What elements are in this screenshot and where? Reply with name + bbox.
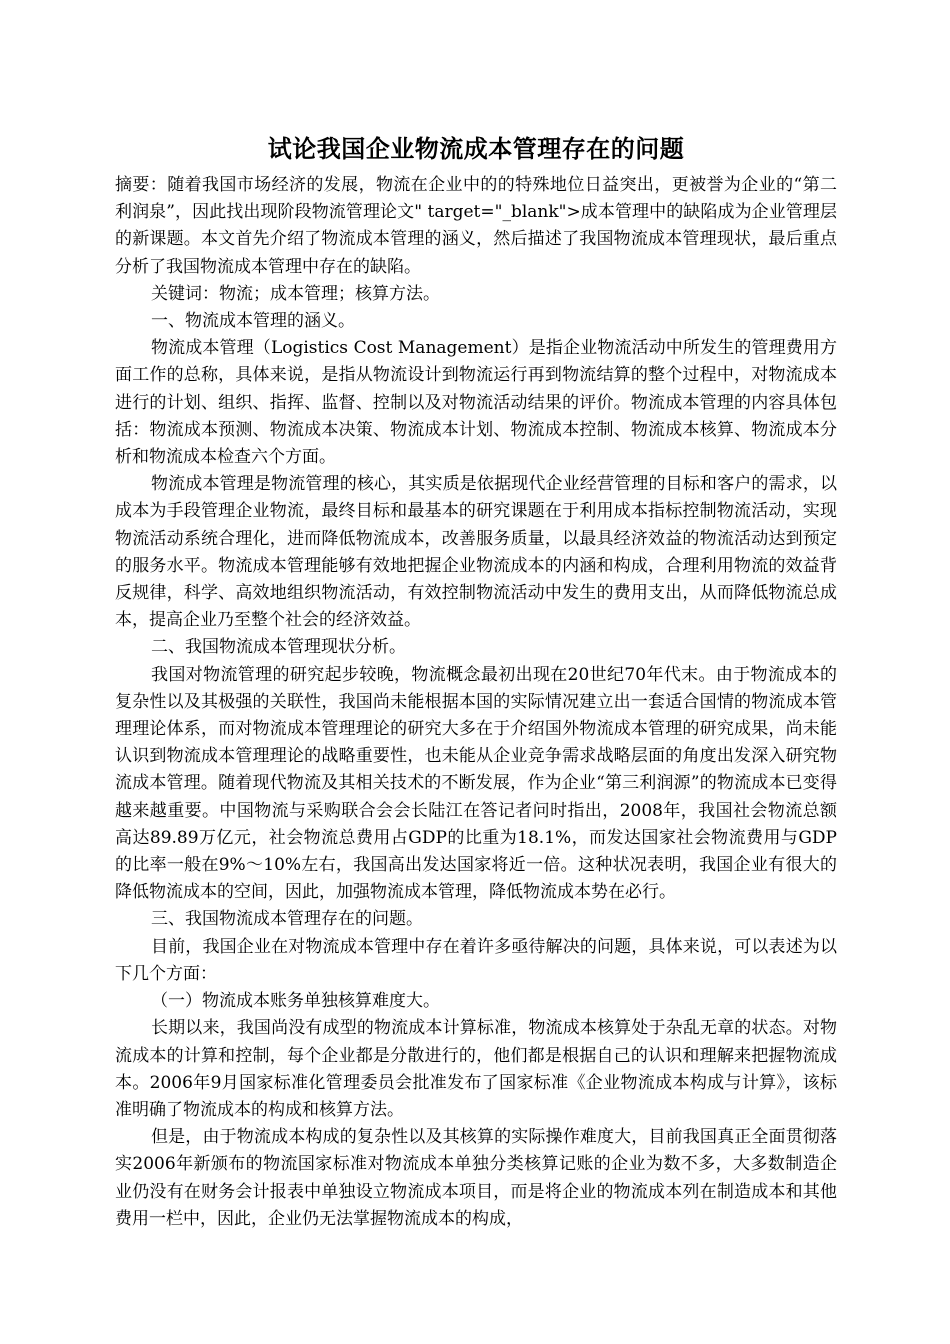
section-heading-1: 一、物流成本管理的涵义。 [151,311,355,332]
subsection-heading: （一）物流成本账务单独核算难度大。 [151,991,440,1012]
document-title: 试论我国企业物流成本管理存在的问题 [267,135,685,163]
body-paragraph: 物流成本管理（Logistics Cost Management）是指企业物流活动中所发生的管理费用方面工作的总称，具体来说，是指从物流设计到物流运行再到物流结算的整个过程中，对物流成本进行的计划、组织、指挥、监督、控制以及对物流活动结果的评价。物流成本管理的内容具体包括：物流成本预测、物流成本决策、物流成本计划、物流成本控制、物流成本核算、物流成本分析和物流成本检查六个方面。 [115,338,837,468]
body-paragraph: 长期以来，我国尚没有成型的物流成本计算标准，物流成本核算处于杂乱无章的状态。对物流成本的计算和控制，每个企业都是分散进行的，他们都是根据自己的认识和理解来把握物流成本。2006年9月国家标准化管理委员会批准发布了国家标准《企业物流成本构成与计算》，该标准明确了物流成本的构成和核算方法。 [115,1018,837,1120]
section-heading-3: 三、我国物流成本管理存在的问题。 [151,909,423,930]
body-paragraph: 目前，我国企业在对物流成本管理中存在着许多亟待解决的问题，具体来说，可以表述为以下几个方面： [115,936,837,984]
abstract-paragraph: 摘要：随着我国市场经济的发展，物流在企业中的的特殊地位日益突出，更被誉为企业的“第二利润泉”，因此找出现阶段物流管理论文" target="_blank">成本管理中的缺陷成为企业管理层的新课题。本文首先介绍了物流成本管理的涵义，然后描述了我国物流成本管理现状，最后重点分析了我国物流成本管理中存在的缺陷。 [115,175,837,277]
keywords-line: 关键词：物流；成本管理；核算方法。 [151,283,440,304]
section-heading-2: 二、我国物流成本管理现状分析。 [151,637,406,658]
body-paragraph: 物流成本管理是物流管理的核心，其实质是依据现代企业经营管理的目标和客户的需求，以成本为手段管理企业物流，最终目标和最基本的研究课题在于利用成本指标控制物流活动，实现物流活动系统合理化，进而降低物流成本，改善服务质量，以最具经济效益的物流活动达到预定的服务水平。物流成本管理能够有效地把握企业物流成本的内涵和构成，合理利用物流的效益背反规律，科学、高效地组织物流活动，有效控制物流活动中发生的费用支出，从而降低物流总成本，提高企业乃至整个社会的经济效益。 [115,474,837,631]
body-paragraph: 我国对物流管理的研究起步较晚，物流概念最初出现在20世纪70年代末。由于物流成本的复杂性以及其极强的关联性，我国尚未能根据本国的实际情况建立出一套适合国情的物流成本管理理论体系，而对物流成本管理理论的研究大多在于介绍国外物流成本管理的研究成果，尚未能认识到物流成本管理理论的战略重要性，也未能从企业竞争需求战略层面的角度出发深入研究物流成本管理。随着现代物流及其相关技术的不断发展，作为企业“第三利润源”的物流成本已变得越来越重要。中国物流与采购联合会会长陆江在答记者问时指出，2008年，我国社会物流总额高达89.89万亿元，社会物流总费用占GDP的比重为18.1%，而发达国家社会物流费用与GDP的比率一般在9%～10%左右，我国高出发达国家将近一倍。这种状况表明，我国企业有很大的降低物流成本的空间，因此，加强物流成本管理，降低物流成本势在必行。 [115,664,837,903]
document-page [115,132,837,1233]
body-paragraph: 但是，由于物流成本构成的复杂性以及其核算的实际操作难度大，目前我国真正全面贯彻落实2006年新颁布的物流国家标准对物流成本单独分类核算记账的企业为数不多，大多数制造企业仍没有在财务会计报表中单独设立物流成本项目，而是将企业的物流成本列在制造成本和其他费用一栏中，因此，企业仍无法掌握物流成本的构成， [115,1127,837,1229]
